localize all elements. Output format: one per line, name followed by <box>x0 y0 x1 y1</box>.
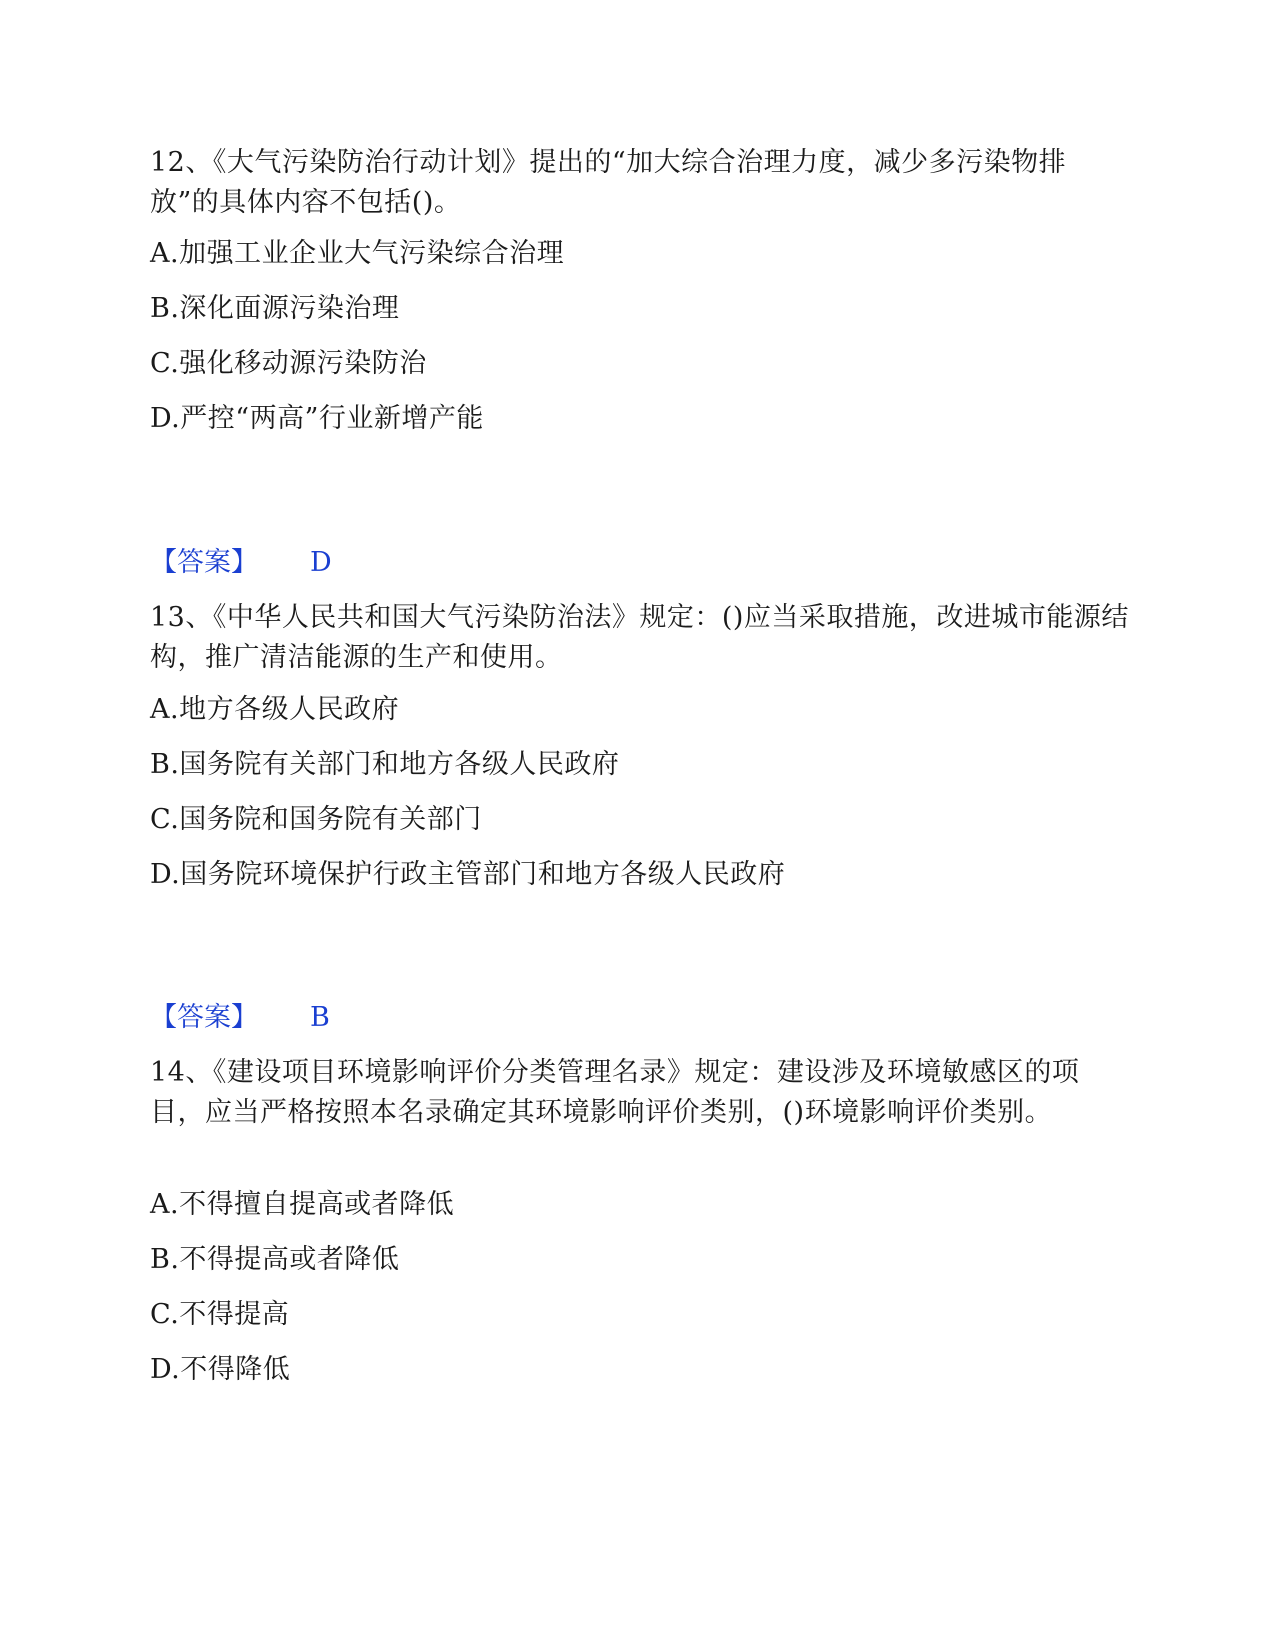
question-12 <box>150 143 1130 223</box>
answer-value: D <box>310 547 332 578</box>
option-d: D.国务院环境保护行政主管部门和地方各级人民政府 <box>150 859 786 890</box>
option-a: A.加强工业企业大气污染综合治理 <box>150 238 565 269</box>
answer-13 <box>150 998 330 1038</box>
question-stem: 12、《大气污染防治行动计划》提出的“加大综合治理力度，减少多污染物排放”的具体内容不包括()。 <box>150 147 1067 218</box>
option-c: C.强化移动源污染防治 <box>150 348 427 379</box>
answer-label: 【答案】 <box>150 547 258 578</box>
question-13 <box>150 598 1130 678</box>
option-b: B.国务院有关部门和地方各级人民政府 <box>150 749 620 780</box>
option-a: A.不得擅自提高或者降低 <box>150 1189 455 1220</box>
option-b: B.深化面源污染治理 <box>150 293 400 324</box>
answer-12 <box>150 543 332 583</box>
answer-value: B <box>310 1002 330 1033</box>
question-14 <box>150 1053 1130 1133</box>
option-c: C.不得提高 <box>150 1299 290 1330</box>
option-b: B.不得提高或者降低 <box>150 1244 400 1275</box>
option-d: D.严控“两高”行业新增产能 <box>150 403 484 434</box>
option-a: A.地方各级人民政府 <box>150 694 400 725</box>
answer-label: 【答案】 <box>150 1002 258 1033</box>
option-d: D.不得降低 <box>150 1354 291 1385</box>
question-stem: 13、《中华人民共和国大气污染防治法》规定：()应当采取措施，改进城市能源结构，推广清洁能源的生产和使用。 <box>150 602 1129 673</box>
question-stem: 14、《建设项目环境影响评价分类管理名录》规定：建设涉及环境敏感区的项目，应当严格按照本名录确定其环境影响评价类别，()环境影响评价类别。 <box>150 1057 1080 1128</box>
option-c: C.国务院和国务院有关部门 <box>150 804 482 835</box>
